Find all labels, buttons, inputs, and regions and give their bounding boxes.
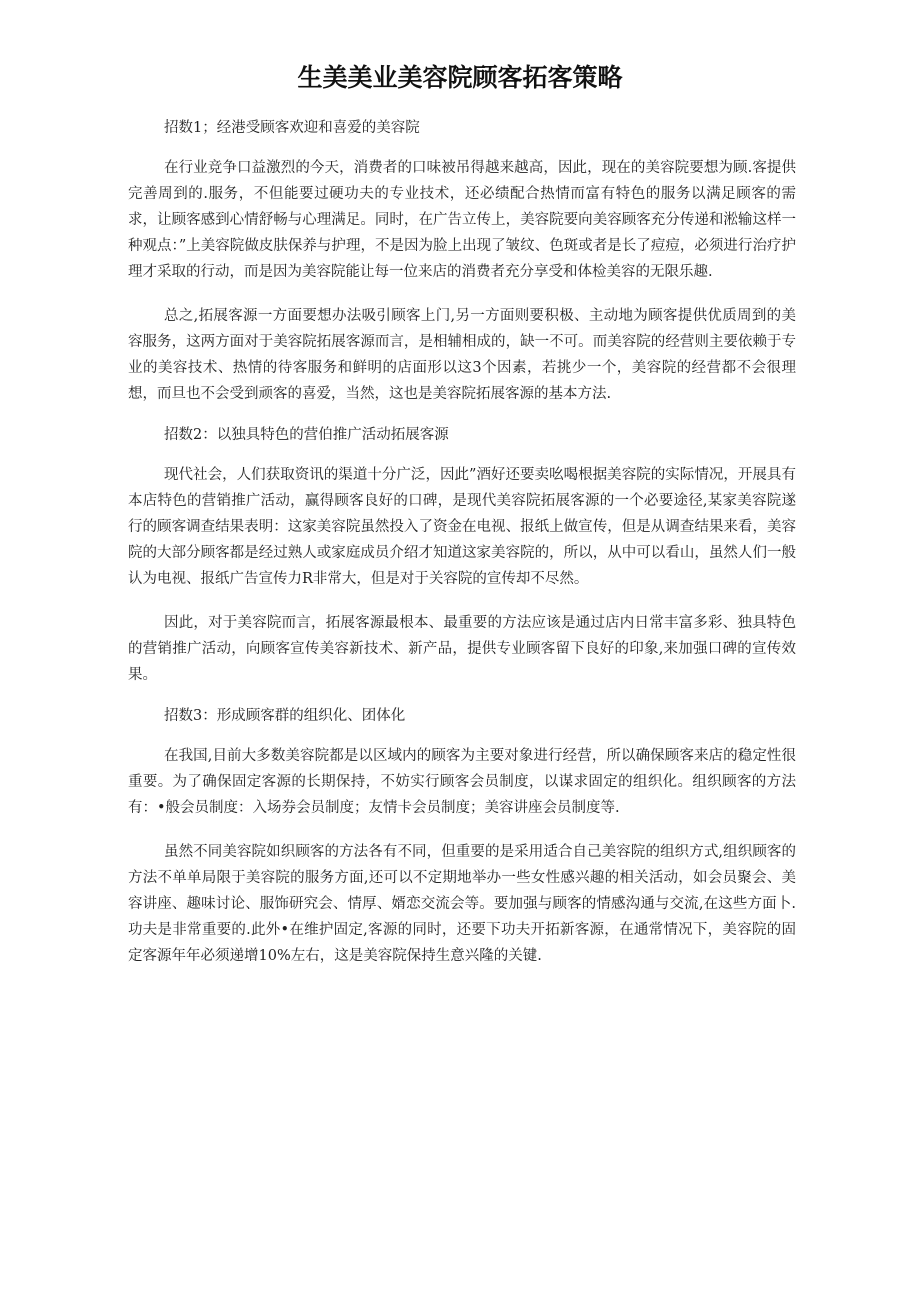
paragraph-2: 总之,拓展客源一方面要想办法吸引顾客上门,另一方面则要积极、主动地为顾客提供优质周到的美容服务，这两方面对于美容院拓展客源而言，是相辅相成的，缺一不可。而美容院的经营则主要依赖于专业的美容技术、热情的待客服务和鲜明的店面形以这3个因素，若挑少一个，美容院的经营都不会很理想，而旦也不会受到顽客的喜爱，当然，这也是美容院拓展客源的基本方法.	[128, 308, 796, 402]
paragraph-4: 因此，对于美容院而言，拓展客源最根本、最重要的方法应该是通过店内日常丰富多彩、独具特色的营销推广活动，向顾客宣传美容新技术、新产品，提供专业顾客留下良好的印象,来加强口碑的宣传效果。	[128, 615, 796, 683]
paragraph-1: 在行业竞争口益激烈的今天，消费者的口味被吊得越来越高，因此，现在的美容院要想为顾.客提供完善周到的.服务，不但能要过硬功夫的专业技术，还必绩配合热情而富有特色的服务以满足顾客的需求，让顾客感到心情舒畅与心理满足。同时，在广告立传上，美容院要向美容顾客充分传递和淞输这样一种观点：”上美容院做皮肤保养与护理，不是因为脸上出现了皱纹、色斑或者是长了痘痘，必须进行治疗护理才采取的行动，而是因为美容院能让每一位来店的消费者充分享受和体检美容的无限乐趣.	[128, 160, 796, 280]
document-body	[128, 118, 796, 987]
paragraph-6: 虽然不同美容院如织顾客的方法各有不同，但重要的是采用适合自己美容院的组织方式,组织顾客的方法不单单局限于美容院的服务方面,还可以不定期地举办一些女性感兴趣的相关活动，如会员聚会、美容讲座、趣味讨论、服饰研究会、情厚、婿恋交流会等。要加强与顾客的情感沟通与交流,在这些方面卜.功夫是非常重要的.此外•在维护固定,客源的同时，还要下功夫开拓新客源，在通常情况下，美容院的固定客源年年必须递增10%左右，这是美容院保持生意兴隆的关键.	[128, 844, 796, 964]
paragraph-3: 现代社会，人们获取资讯的渠道十分广泛，因此”酒好还要卖吆喝根据美容院的实际情况，开展具有本店特色的营销推广活动，赢得顾客良好的口碑，是现代美容院拓展客源的一个必要途径,某家美容院遂行的顾客调查结果表明：这家美容院虽然投入了资金在电视、报纸上做宣传，但是从调查结果来看，美容院的大部分顾客都是经过熟人或家庭成员介绍才知道这家美容院的，所以，从中可以看山，虽然人们一般认为电视、报纸广告宣传力R非常大，但是对于关容院的宣传却不尽然。	[128, 467, 796, 587]
section-heading-3: 招数3：形成顾客群的组织化、团体化	[164, 708, 406, 724]
paragraph-5: 在我国,目前大多数美容院都是以区域内的顾客为主要对象进行经营，所以确保顾客来店的稳定性很重要。为了确保固定客源的长期保持，不妨实行顾客会员制度，以谋求固定的组织化。组织顾客的方法有：•般会员制度：入场券会员制度；友情卡会员制度；美容讲座会员制度等.	[128, 748, 796, 816]
document-title: 生美美业美容院顾客拓客策略	[297, 63, 623, 92]
section-heading-1: 招数1；经港受顾客欢迎和喜爱的美容院	[164, 120, 420, 136]
section-heading-2: 招数2：以独具特色的营伯推广活动拓展客源	[164, 427, 449, 443]
